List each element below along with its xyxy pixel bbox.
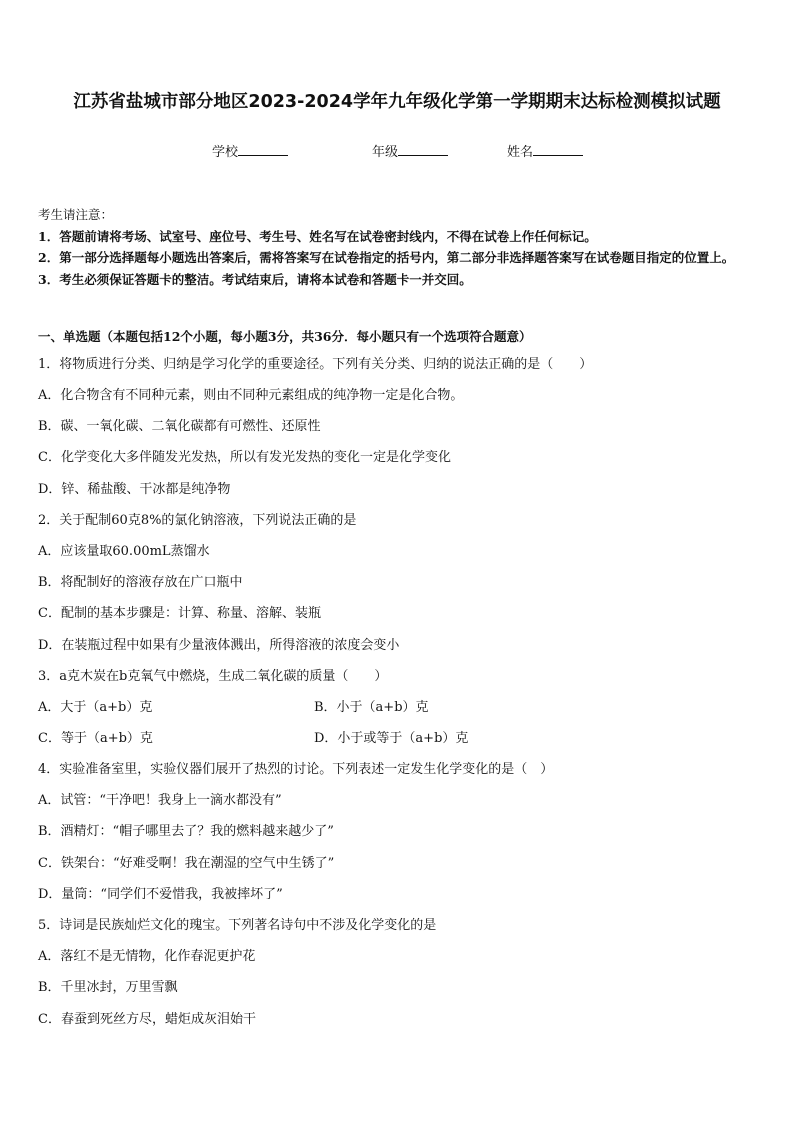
question-option: B．碳、一氧化碳、二氧化碳都有可燃性、还原性 [38,419,321,434]
question-stem: 3．a克木炭在b克氧气中燃烧，生成二氧化碳的质量（ ） [38,669,388,684]
grade-blank [398,143,448,156]
notice-item: 3．考生必须保证答题卡的整洁。考试结束后，请将本试卷和答题卡一并交回。 [38,271,472,287]
question-option: B．酒精灯：“帽子哪里去了？我的燃料越来越少了” [38,824,334,839]
notice-heading: 考生请注意： [38,207,114,222]
question-option: A．应该量取60.00mL蒸馏水 [38,544,210,559]
question-option: C．铁架台：“好难受啊！我在潮湿的空气中生锈了” [38,856,335,871]
question-option: A．试管：“干净吧！我身上一滴水都没有” [38,793,282,808]
grade-label: 年级 [372,145,399,160]
name-field [507,141,583,160]
grade-field [372,141,448,160]
question-option: C．等于（a+b）克 [38,731,153,746]
question-option: D．量筒：“同学们不爱惜我，我被摔坏了” [38,887,283,902]
question-option: B．小于（a+b）克 [314,700,429,715]
question-stem: 5．诗词是民族灿烂文化的瑰宝。下列著名诗句中不涉及化学变化的是 [38,918,437,933]
school-field [212,141,288,160]
student-info-row [0,141,794,161]
notice-item: 1．答题前请将考场、试室号、座位号、考生号、姓名写在试卷密封线内，不得在试卷上作任何标记。 [38,228,597,244]
question-option: D．小于或等于（a+b）克 [314,731,469,746]
question-option: C．化学变化大多伴随发光发热，所以有发光发热的变化一定是化学变化 [38,450,451,465]
notice-item: 2．第一部分选择题每小题选出答案后，需将答案写在试卷指定的括号内，第二部分非选择题答案写在试卷题目指定的位置上。 [38,250,735,265]
question-option: A．化合物含有不同种元素，则由不同种元素组成的纯净物一定是化合物。 [38,388,464,403]
question-option: B．将配制好的溶液存放在广口瓶中 [38,575,243,590]
exam-title: 江苏省盐城市部分地区2023-2024学年九年级化学第一学期期末达标检测模拟试题 [73,92,721,112]
question-option: A．落红不是无情物，化作春泥更护花 [38,949,256,964]
school-blank [238,143,288,156]
question-option: C．春蚕到死丝方尽，蜡炬成灰泪始干 [38,1012,256,1027]
question-option: D．在装瓶过程中如果有少量液体溅出，所得溶液的浓度会变小 [38,638,400,653]
question-option: B．千里冰封，万里雪飘 [38,980,178,995]
notice-block [38,204,762,290]
question-option: C．配制的基本步骤是：计算、称量、溶解、装瓶 [38,606,321,621]
question-stem: 4．实验准备室里，实验仪器们展开了热烈的讨论。下列表述一定发生化学变化的是（ ） [38,762,554,777]
section-heading: 一、单选题（本题包括12个小题，每小题3分，共36分．每小题只有一个选项符合题意） [38,329,532,344]
question-stem: 1．将物质进行分类、归纳是学习化学的重要途径。下列有关分类、归纳的说法正确的是（ ） [38,357,593,372]
school-label: 学校 [212,145,239,160]
question-option: D．锌、稀盐酸、干冰都是纯净物 [38,482,231,497]
question-stem: 2．关于配制60克8%的氯化钠溶液，下列说法正确的是 [38,513,357,528]
name-blank [533,143,583,156]
name-label: 姓名 [507,145,534,160]
question-option: A．大于（a+b）克 [38,700,153,715]
